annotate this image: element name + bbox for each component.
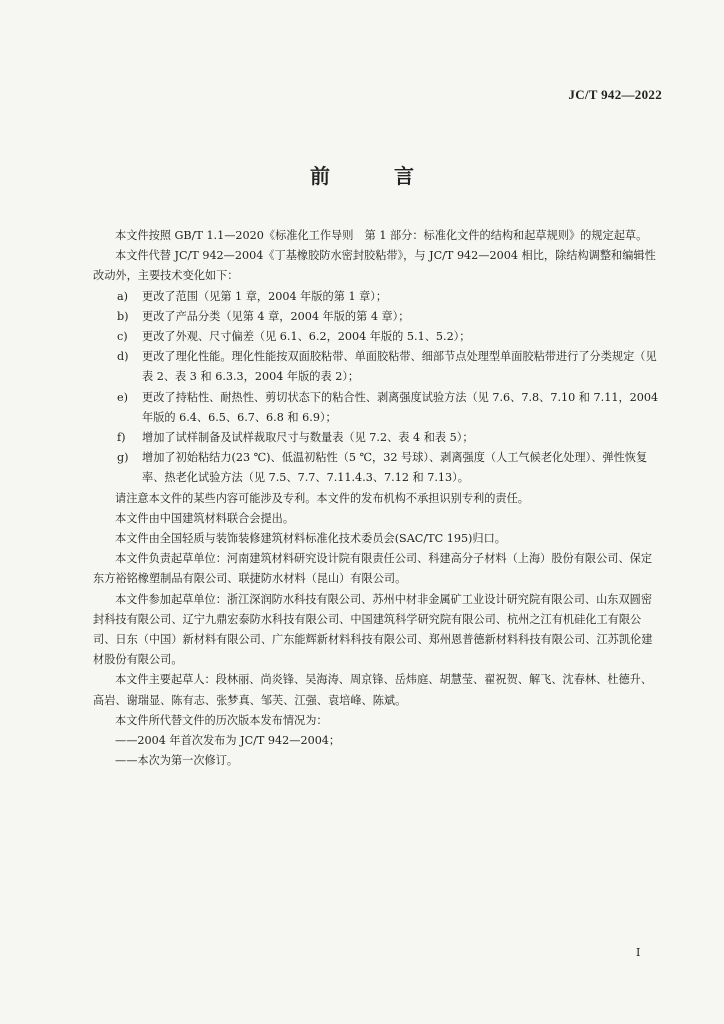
list-item: a) 更改了范围（见第 1 章，2004 年版的第 1 章）； <box>117 289 388 303</box>
list-item-text: 更改了产品分类（见第 4 章，2004 年版的第 4 章）； <box>142 309 410 323</box>
list-item: e) 更改了持粘性、耐热性、剪切状态下的粘合性、剥离强度试验方法（见 7.6、7.8、7.10 和 7.11，2004 年版的 6.4、6.5、6.7、6.8 和 6.9）； <box>117 390 659 424</box>
committee-paragraph: 本文件由全国轻质与装饰装修建筑材料标准化技术委员会(SAC/TC 195)归口。 <box>115 532 506 546</box>
history-heading: 本文件所代替文件的历次版本发布情况为： <box>115 713 328 727</box>
lead-drafters-paragraph: 本文件负责起草单位：河南建筑材料研究设计院有限责任公司、科建高分子材料（上海）股份有限公司、保定东方裕铭橡塑制品有限公司、联捷防水材料（昆山）有限公司。 <box>93 552 653 586</box>
participating-drafters-paragraph: 本文件参加起草单位：浙江深润防水科技有限公司、苏州中材非金属矿工业设计研究院有限公司、山东双圆密封科技有限公司、辽宁九鼎宏泰防水科技有限公司、中国建筑科学研究院有限公司、杭州之江有机硅化工有限公司、日东（中国）新材料有限公司、广东能辉新材料科技有限公司、郑州恩普德新材料科技有限公司、江苏凯伦建材股份有限公司。 <box>93 592 653 667</box>
list-item: c) 更改了外观、尺寸偏差（见 6.1、6.2，2004 年版的 5.1、5.2）； <box>117 330 471 344</box>
history-item: ——本次为第一次修订。 <box>115 754 239 768</box>
list-item-text: 增加了试样制备及试样裁取尺寸与数量表（见 7.2、表 4 和表 5）； <box>142 431 474 445</box>
list-item: g) 增加了初始粘结力(23 ℃)、低温初粘性（5 ℃，32 号球）、剥离强度（人工气候老化处理）、弹性恢复率、热老化试验方法（见 7.5、7.7、7.11.4.3、7.12 和 7.13）。 <box>117 451 648 485</box>
page-title: 前 言 <box>310 164 436 188</box>
proposer-paragraph: 本文件由中国建筑材料联合会提出。 <box>115 511 295 525</box>
list-item-text: 更改了外观、尺寸偏差（见 6.1、6.2，2004 年版的 5.1、5.2）； <box>142 330 471 344</box>
standard-code: JC/T 942—2022 <box>568 87 662 102</box>
list-item-text: 更改了范围（见第 1 章，2004 年版的第 1 章）； <box>142 289 388 303</box>
list-item-text: 更改了理化性能。理化性能按双面胶粘带、单面胶粘带、细部节点处理型单面胶粘带进行了分类规定（见表 2、表 3 和 6.3.3，2004 年版的表 2）； <box>142 350 657 384</box>
changes-list <box>93 287 663 489</box>
list-item-text: 增加了初始粘结力(23 ℃)、低温初粘性（5 ℃，32 号球）、剥离强度（人工气候老化处理）、弹性恢复率、热老化试验方法（见 7.5、7.7、7.11.4.3、7.12 和 7.13）。 <box>142 451 648 485</box>
intro-paragraph: 本文件按照 GB/T 1.1—2020《标准化工作导则 第 1 部分：标准化文件的结构和起草规则》的规定起草。 <box>115 229 648 242</box>
list-item: b) 更改了产品分类（见第 4 章，2004 年版的第 4 章）； <box>117 309 410 323</box>
intro-paragraph: 本文件代替 JC/T 942—2004《丁基橡胶防水密封胶粘带》，与 JC/T 942—2004 相比，除结构调整和编辑性改动外，主要技术变化如下： <box>93 249 656 283</box>
foreword-body <box>93 226 663 771</box>
list-item-text: 更改了持粘性、耐热性、剪切状态下的粘合性、剥离强度试验方法（见 7.6、7.8、7.10 和 7.11，2004 年版的 6.4、6.5、6.7、6.8 和 6.9）； <box>142 390 659 424</box>
patent-notice: 请注意本文件的某些内容可能涉及专利。本文件的发布机构不承担识别专利的责任。 <box>115 491 529 505</box>
main-drafters-paragraph: 本文件主要起草人：段林丽、尚炎锋、吴海涛、周京锋、岳炜庭、胡慧莹、翟祝贺、解飞、沈春林、杜德升、高岩、谢瑞显、陈有志、张梦真、邹芙、江强、袁培峰、陈斌。 <box>93 673 653 707</box>
history-item: ——2004 年首次发布为 JC/T 942—2004； <box>115 734 341 748</box>
list-item: f) 增加了试样制备及试样裁取尺寸与数量表（见 7.2、表 4 和表 5）； <box>117 431 474 445</box>
page-number: I <box>636 946 641 959</box>
list-item: d) 更改了理化性能。理化性能按双面胶粘带、单面胶粘带、细部节点处理型单面胶粘带进行了分类规定（见表 2、表 3 和 6.3.3，2004 年版的表 2）； <box>117 350 657 384</box>
